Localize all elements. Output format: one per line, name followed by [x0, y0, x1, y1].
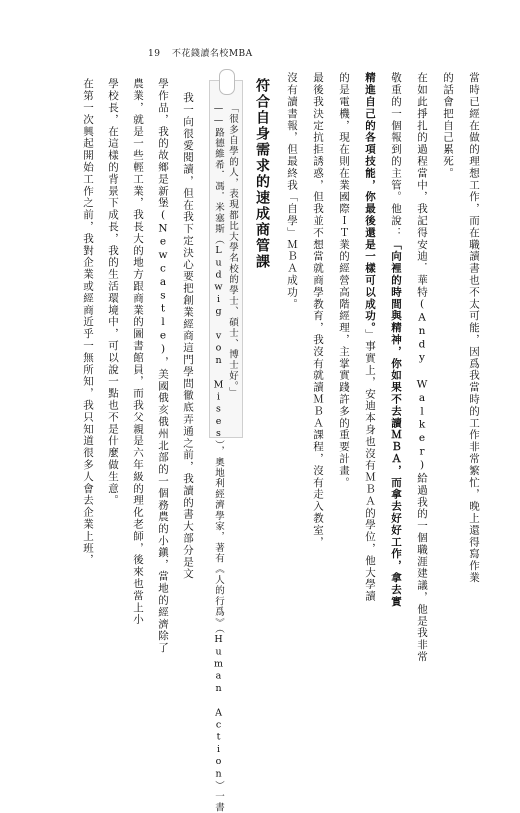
- quote-attribution: ——路德維希．馮．米塞斯（Ludwig von Mises），奧地利經濟學家，著有《人的行爲》（Human Action）一書: [213, 103, 224, 813]
- page-number: 19: [148, 49, 161, 59]
- text-column: [362, 72, 377, 603]
- text-column: [388, 72, 403, 608]
- body-text: 的話會把自己累死。: [442, 72, 454, 180]
- text-column: [336, 72, 351, 489]
- body-text: 當時已經在做的理想工作，而在職讀書也不太可能，因爲我當時的工作非常繁忙，晚上還得寫作業: [468, 72, 480, 584]
- emphasized-text: 「向裡的時間與精神，你如果不去讀ＭＢＡ，而拿去好好工作，拿去實: [390, 238, 402, 608]
- body-text: 敬重的一個報到的主管。他說：: [390, 72, 402, 239]
- text-column: [440, 72, 455, 448]
- text-column: [414, 72, 429, 663]
- section-heading: 符合自身需求的速成商管課: [254, 78, 270, 270]
- text-column: [466, 72, 481, 584]
- body-text: 在如此掙扎的過程當中，我記得安迪．華特(Andy Walker)給過我的一個職涯建議，他是我非常: [416, 72, 428, 663]
- body-text: 最後我決定抗拒誘惑，但我並不想當就商學教育，我沒有就讀ＭＢＡ課程，沒有走入教室，: [312, 72, 324, 548]
- text-column: 在第一次興起開始工作之前，我對企業或經商近乎一無所知，我只知道很多人會去企業上班，: [82, 78, 94, 566]
- text-column: [310, 72, 325, 548]
- text-column: 學作品，我的故鄉是新堡(Newcastle)，美國俄亥俄州北部的一個務農的小鎭，當地的經濟除了: [157, 78, 169, 654]
- text-column: [284, 72, 299, 448]
- text-column: 學校長，在這樣的背景下成長，我的生活環境中，可以說一點也不是什麼做生意。: [107, 78, 119, 507]
- body-text: 」事實上，安迪本身也沒有ＭＢＡ的學位，他大學讀: [364, 328, 376, 603]
- quote-text: 「很多自學的人，表現都比大學名校的學士、碩士、博士好。」: [227, 103, 238, 398]
- running-header: [148, 46, 253, 59]
- text-column: 我一向很愛閱讀，但在我下定決心要把創業經商這門學問徹底弄通之前，我讀的書大部分是文: [182, 92, 194, 580]
- body-text: 沒有讀書報，但最終我「自學」ＭＢＡ成功。: [286, 72, 298, 310]
- text-column: 農業，就是一些輕工業，我長大的地方跟商業的圖書館員，而我父親是六年級的理化老師，後來也當上小: [132, 78, 144, 626]
- book-title: 不花錢讀名校MBA: [171, 49, 253, 59]
- emphasized-text: 精進自己的各項技能，你最後還是一樣可以成功。: [364, 72, 376, 329]
- quote-box: [209, 80, 243, 813]
- body-text: 的是電機，現在則在業國際ＩＴ業的經營高階經理，主掌實踐許多的重要計畫。: [338, 72, 350, 489]
- quote-tab-decoration: [219, 69, 235, 95]
